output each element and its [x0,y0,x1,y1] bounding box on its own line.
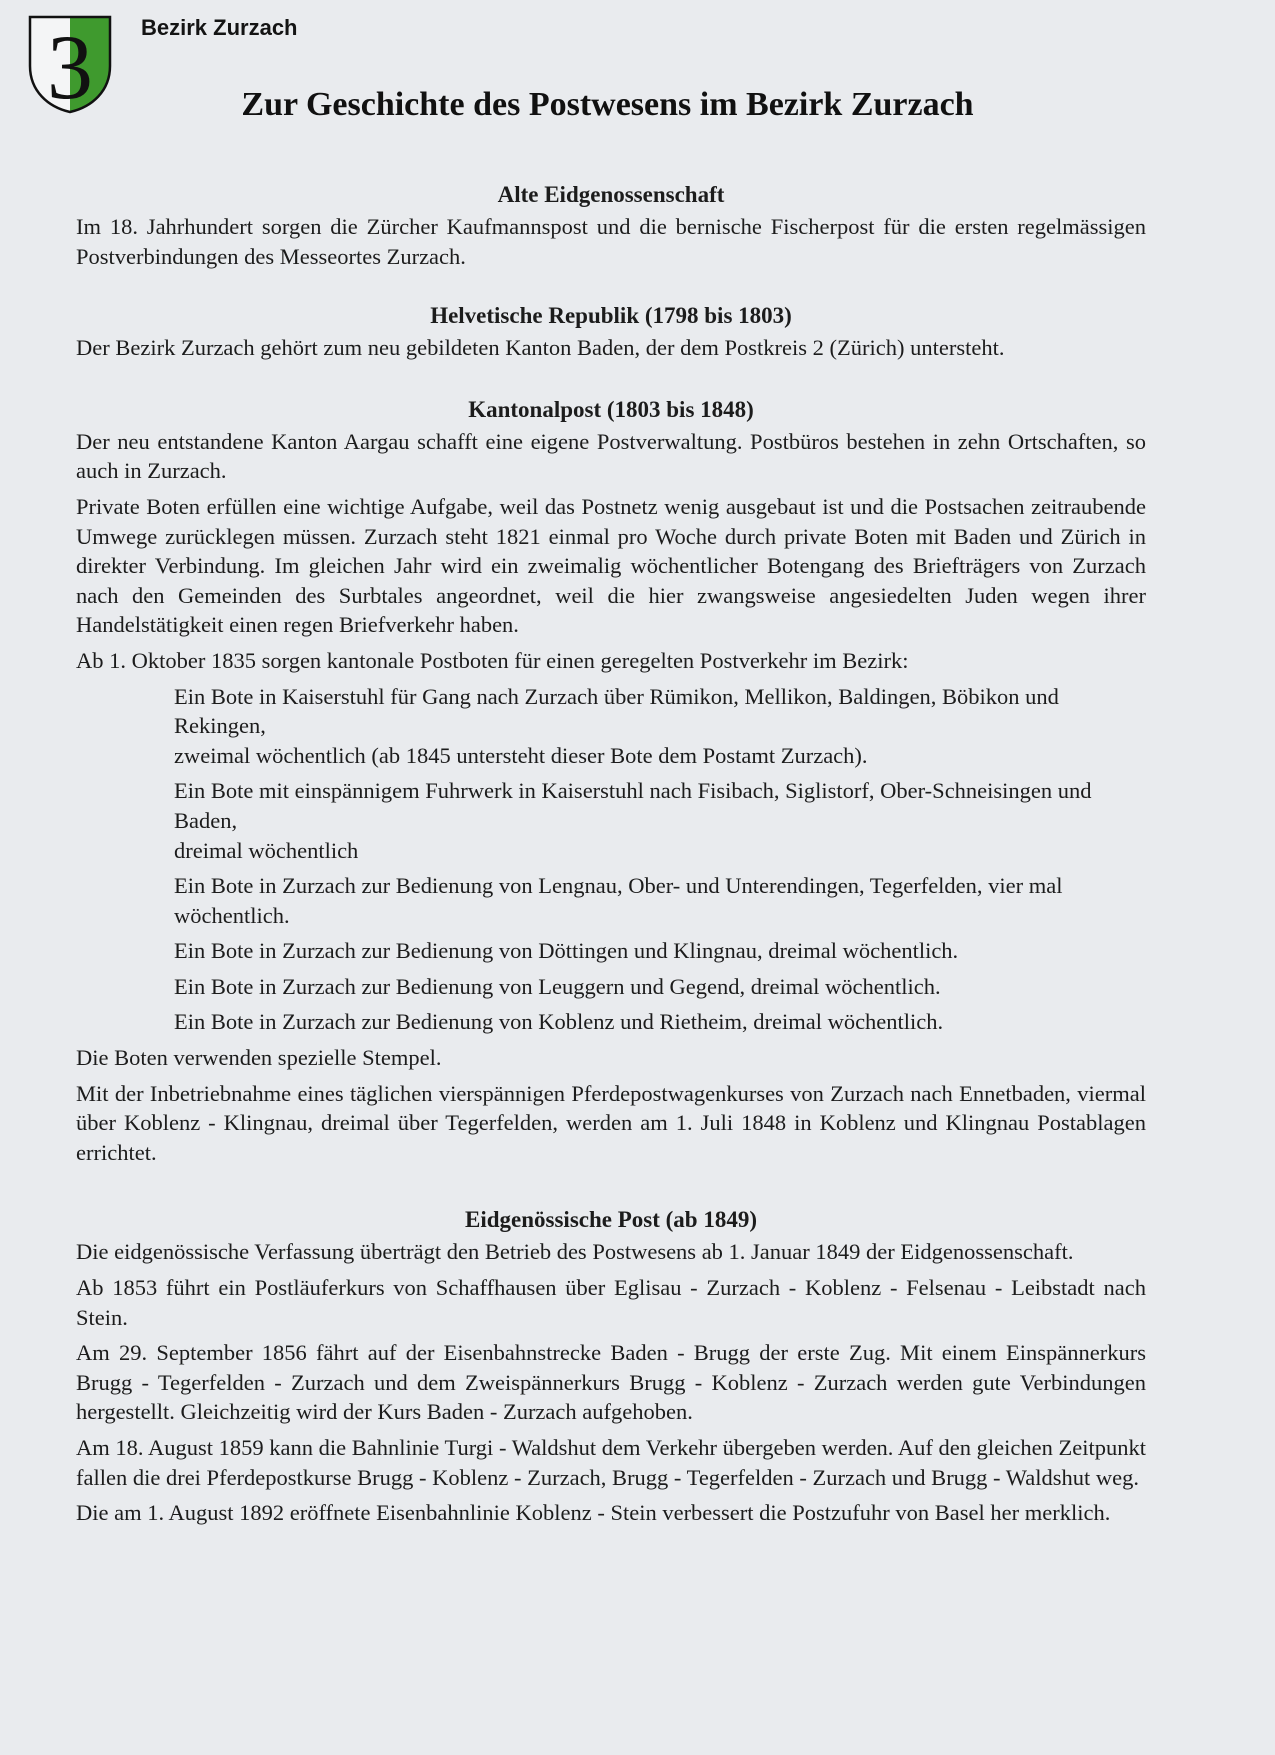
list-item-text: dreimal wöchentlich [174,837,359,863]
list-item [174,871,1146,930]
paragraph: Die Boten verwenden spezielle Stempel. [76,1045,442,1071]
list-item [174,972,1146,1002]
article-body [76,180,1146,1534]
paragraph: Private Boten erfüllen eine wichtige Aufgabe, weil das Postnetz wenig ausgebaut ist und die Postsachen zeitraubende Umwege zurücklegen müssen. Zurzach steht 1821 einmal pro Woche durch private Boten mit Baden und Zürich in direkter Verbindung. Im gleichen Jahr wird ein zweimalig wöchentlicher Botengang des Briefträgers von Zurzach nach den Gemeinden des Surbtales angeordnet, weil die hier zwangsweise angesiedelten Juden wegen ihrer Handelstätigkeit einen regen Briefverkehr haben. [76,493,1146,638]
list-item [174,1007,1146,1037]
list-item [174,682,1146,771]
list-item-text: Ein Bote in Zurzach zur Bedienung von Koblenz und Rietheim, dreimal wöchentlich. [174,1009,944,1035]
paragraph: Am 29. September 1856 fährt auf der Eisenbahnstrecke Baden - Brugg der erste Zug. Mit einem Einspännerkurs Brugg - Tegerfelden - Zurzach und dem Zweispännerkurs Brugg - Koblenz - Zurzach werden gute Verbindungen hergestellt. Gleichzeitig wird der Kurs Baden - Zurzach aufgehoben. [76,1340,1146,1425]
list-item-text: Ein Bote in Zurzach zur Bedienung von Leuggern und Gegend, dreimal wöchentlich. [174,973,941,999]
paragraph: Ab 1853 führt ein Postläuferkurs von Schaffhausen über Eglisau - Zurzach - Koblenz - Felsenau - Leibstadt nach Stein. [76,1275,1146,1330]
section-heading: Kantonalpost (1803 bis 1848) [468,396,754,422]
list-item-text: zweimal wöchentlich (ab 1845 untersteht dieser Bote dem Postamt Zurzach). [174,742,868,768]
paragraph: Der neu entstandene Kanton Aargau schafft eine eigene Postverwaltung. Postbüros bestehen in zehn Ortschaften, so auch in Zurzach. [76,428,1146,484]
paragraph: Der Bezirk Zurzach gehört zum neu gebildeten Kanton Baden, der dem Postkreis 2 (Zürich) untersteht. [76,335,1005,361]
paragraph: Die eidgenössische Verfassung überträgt den Betrieb des Postwesens ab 1. Januar 1849 der Eidgenossenschaft. [76,1239,1074,1265]
section-heading: Helvetische Republik (1798 bis 1803) [430,303,792,329]
list-item-text: Ein Bote mit einspännigem Fuhrwerk in Kaiserstuhl nach Fisibach, Siglistorf, Ober-Schneisingen und Baden, [174,778,1092,833]
list-item-text: Ein Bote in Zurzach zur Bedienung von Döttingen und Klingnau, dreimal wöchentlich. [174,938,959,964]
list-item-text: Ein Bote in Zurzach zur Bedienung von Lengnau, Ober- und Unterendingen, Tegerfelden, vier mal wöchentlich. [174,873,1063,928]
list-item [174,936,1146,966]
list-item [174,776,1146,865]
paragraph: Mit der Inbetriebnahme eines täglichen vierspännigen Pferdepostwagenkurses von Zurzach nach Ennetbaden, viermal über Koblenz - Klingnau, dreimal über Tegerfelden, werden am 1. Juli 1848 in Koblenz und Klingnau Postablagen errichtet. [76,1080,1146,1165]
district-label: Bezirk Zurzach [141,15,298,40]
section-heading: Eidgenössische Post (ab 1849) [465,1207,757,1233]
paragraph: Ab 1. Oktober 1835 sorgen kantonale Postboten für einen geregelten Postverkehr im Bezirk: [76,647,909,673]
paragraph: Die am 1. August 1892 eröffnete Eisenbahnlinie Koblenz - Stein verbessert die Postzufuhr von Basel her merklich. [76,1500,1111,1526]
paragraph: Am 18. August 1859 kann die Bahnlinie Turgi - Waldshut dem Verkehr übergeben werden. Auf den gleichen Zeitpunkt fallen die drei Pferdepostkurse Brugg - Koblenz - Zurzach, Brugg - Tegerfelden - Zurzach und Brugg - Waldshut weg. [76,1435,1146,1490]
paragraph: Im 18. Jahrhundert sorgen die Zürcher Kaufmannspost und die bernische Fischerpost für die ersten regelmässigen Postverbindungen des Messeortes Zurzach. [76,214,1146,269]
list-item-text: Ein Bote in Kaiserstuhl für Gang nach Zurzach über Rümikon, Mellikon, Baldingen, Böbikon und Rekingen, [174,683,1059,739]
crest-numeral: 3 [47,16,93,114]
section-heading: Alte Eidgenossenschaft [497,182,725,207]
page-title: Zur Geschichte des Postwesens im Bezirk Zurzach [241,86,974,123]
